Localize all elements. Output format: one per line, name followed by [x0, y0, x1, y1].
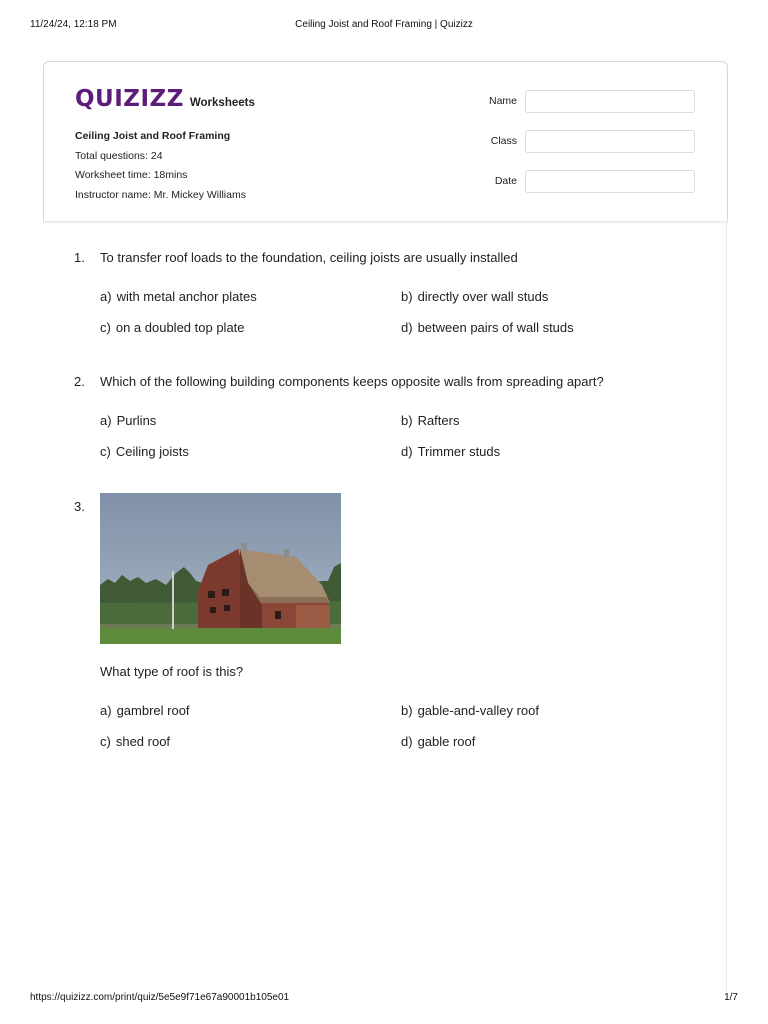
- class-label: Class: [490, 135, 517, 147]
- option-c[interactable]: c) on a doubled top plate: [100, 320, 245, 335]
- name-input[interactable]: [525, 90, 695, 113]
- option-c[interactable]: c) Ceiling joists: [100, 444, 189, 459]
- class-field-row: [484, 130, 696, 153]
- date-input[interactable]: [525, 170, 695, 193]
- question-text: To transfer roof loads to the foundation, ceiling joists are usually installed: [100, 250, 518, 265]
- option-d[interactable]: d) between pairs of wall studs: [401, 320, 574, 335]
- student-fields: [484, 90, 696, 210]
- option-a[interactable]: a) with metal anchor plates: [100, 289, 257, 304]
- question-2: [74, 374, 694, 464]
- question-1: [74, 250, 694, 340]
- option-a[interactable]: a) gambrel roof: [100, 703, 190, 718]
- name-label: Name: [488, 95, 517, 107]
- option-d[interactable]: d) Trimmer studs: [401, 444, 501, 459]
- print-footer: [30, 992, 738, 1006]
- class-input[interactable]: [525, 130, 695, 153]
- option-c[interactable]: c) shed roof: [100, 734, 171, 749]
- name-field-row: [484, 90, 696, 113]
- print-url: https://quizizz.com/print/quiz/5e5e9f71e67a90001b105e01: [30, 992, 290, 1003]
- worksheet-time: Worksheet time: 18mins: [75, 169, 188, 181]
- option-b[interactable]: b) directly over wall studs: [401, 289, 549, 304]
- option-b[interactable]: b) gable-and-valley roof: [401, 703, 539, 718]
- worksheet-meta: [75, 127, 246, 205]
- question-number: 2.: [74, 374, 85, 389]
- worksheet-title: Ceiling Joist and Roof Framing: [75, 130, 231, 142]
- barn-photo: [100, 493, 341, 644]
- date-field-row: [484, 170, 696, 193]
- print-page-title: Ceiling Joist and Roof Framing | Quizizz: [295, 19, 473, 30]
- page-right-border: [726, 222, 727, 992]
- question-3: [74, 493, 694, 753]
- logo-wordmark: QUIZIZZ: [75, 86, 184, 112]
- quizizz-logo: [75, 86, 255, 112]
- option-b[interactable]: b) Rafters: [401, 413, 460, 428]
- print-datetime: 11/24/24, 12:18 PM: [30, 19, 117, 30]
- question-number: 3.: [74, 499, 85, 514]
- question-number: 1.: [74, 250, 85, 265]
- print-header: [30, 19, 738, 33]
- worksheet-header-card: [43, 61, 728, 224]
- print-page-number: 1/7: [724, 992, 738, 1003]
- option-a[interactable]: a) Purlins: [100, 413, 157, 428]
- logo-subtitle: Worksheets: [189, 97, 255, 109]
- option-d[interactable]: d) gable roof: [401, 734, 476, 749]
- total-questions: Total questions: 24: [75, 149, 163, 162]
- instructor-name: Instructor name: Mr. Mickey Williams: [75, 188, 246, 201]
- question-text: Which of the following building components keeps opposite walls from spreading apart?: [100, 374, 604, 389]
- question-text: What type of roof is this?: [100, 664, 244, 679]
- card-divider: [43, 221, 728, 224]
- date-label: Date: [494, 175, 517, 187]
